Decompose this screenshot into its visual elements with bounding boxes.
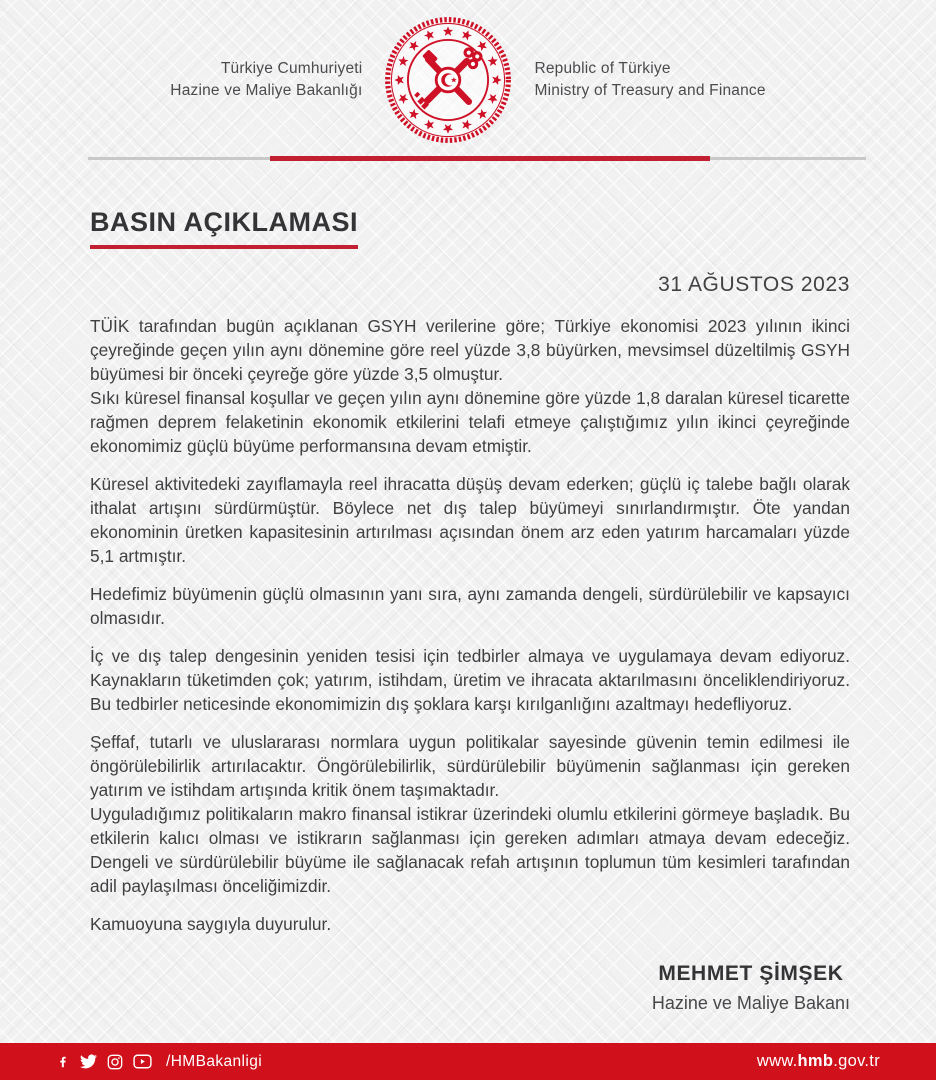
twitter-icon	[80, 1054, 97, 1069]
paragraphs	[90, 314, 850, 936]
footer-bar	[0, 1043, 936, 1080]
paragraph: Küresel aktivitedeki zayıflamayla reel ihracatta düşüş devam ederken; güçlü iç talebe bağlı olarak ithalat artışını sürdürmüştür. Böylece net dış talep büyümeyi sınırlandırmıştır. Öte yandan ekonominin üretken kapasitesinin artırılması açısından önem arz eden yatırım harcamaları yüzde 5,1 artmıştır.	[90, 474, 850, 566]
instagram-icon	[107, 1054, 123, 1070]
website-bold: hmb	[797, 1052, 834, 1070]
facebook-icon	[56, 1054, 70, 1070]
signature-block	[90, 962, 850, 1014]
page-title: BASIN AÇIKLAMASI	[90, 207, 358, 249]
website-url	[757, 1052, 880, 1071]
press-release-body	[0, 161, 936, 1014]
paragraph: İç ve dış talep dengesinin yeniden tesisi için tedbirler almaya ve uygulamaya devam ediyoruz. Kaynakların tüketimden çok; yatırım, istihdam, üretim ve ihracata aktarılmasını önceliklendiriyoruz. Bu tedbirler neticesinde ekonomimizin dış şoklara karşı kırılganlığını azaltmayı hedefliyoruz.	[90, 646, 850, 714]
paragraph: Uyguladığımız politikaların makro finansal istikrar üzerindeki olumlu etkilerini görmeye başladık. Bu etkilerin kalıcı olması ve istikrarın sağlanması için gereken adımları atmaya devam edeceğiz. Dengeli ve sürdürülebilir büyüme ile sağlanacak refah artışının toplumun tüm kesimleri tarafından adil paylaşılması önceliğimizdir.	[90, 804, 850, 896]
website-suffix: .gov.tr	[833, 1052, 880, 1070]
social-links	[56, 1053, 262, 1071]
youtube-icon	[133, 1054, 152, 1069]
org-name-en-line2: Ministry of Treasury and Finance	[534, 82, 766, 99]
org-name-turkish	[170, 58, 362, 103]
org-name-tr-line2: Hazine ve Maliye Bakanlığı	[170, 82, 363, 99]
website-prefix: www.	[756, 1052, 798, 1070]
org-name-tr-line1: Türkiye Cumhuriyeti	[220, 59, 363, 77]
paragraph: Hedefimiz büyümenin güçlü olmasının yanı sıra, aynı zamanda dengeli, sürdürülebilir ve kapsayıcı olmasıdır.	[90, 584, 850, 628]
org-name-english	[534, 58, 765, 103]
release-date: 31 AĞUSTOS 2023	[658, 273, 850, 296]
paragraph: TÜİK tarafından bugün açıklanan GSYH verilerine göre; Türkiye ekonomisi 2023 yılının ikinci çeyreğinde geçen yılın aynı dönemine göre reel yüzde 3,8 büyürken, mevsimsel düzeltilmiş GSYH büyümesi bir önceki çeyreğe göre yüzde 3,5 olmuştur.	[90, 316, 850, 384]
signature-title: Hazine ve Maliye Bakanı	[651, 993, 850, 1013]
signature-name: MEHMET ŞİMŞEK	[658, 962, 844, 985]
paragraph: Sıkı küresel finansal koşullar ve geçen yılın aynı dönemine göre yüzde 1,8 daralan küresel ticarette rağmen deprem felaketinin ekonomik etkilerini telafi etmeye çalıştığımız yılın ikinci çeyreğinde ekonomimiz güçlü büyüme performansına devam etmiştir.	[90, 388, 850, 456]
header-divider	[88, 156, 866, 161]
paragraph: Şeffaf, tutarlı ve uluslararası normlara uygun politikalar sayesinde güvenin temin edilmesi ile öngörülebilirlik artırılacaktır. Öngörülebilirlik, sürdürülebilir büyümenin sağlanması için gereken yatırım ve istihdam artışında kritik önem taşımaktadır.	[90, 732, 850, 800]
org-name-en-line1: Republic of Türkiye	[534, 59, 671, 77]
closing-line: Kamuoyuna saygıyla duyurulur.	[90, 914, 332, 934]
social-handle: /HMBakanligi	[166, 1052, 263, 1070]
divider-red-segment	[270, 156, 710, 161]
header	[0, 0, 936, 146]
treasury-emblem-icon	[382, 14, 514, 146]
